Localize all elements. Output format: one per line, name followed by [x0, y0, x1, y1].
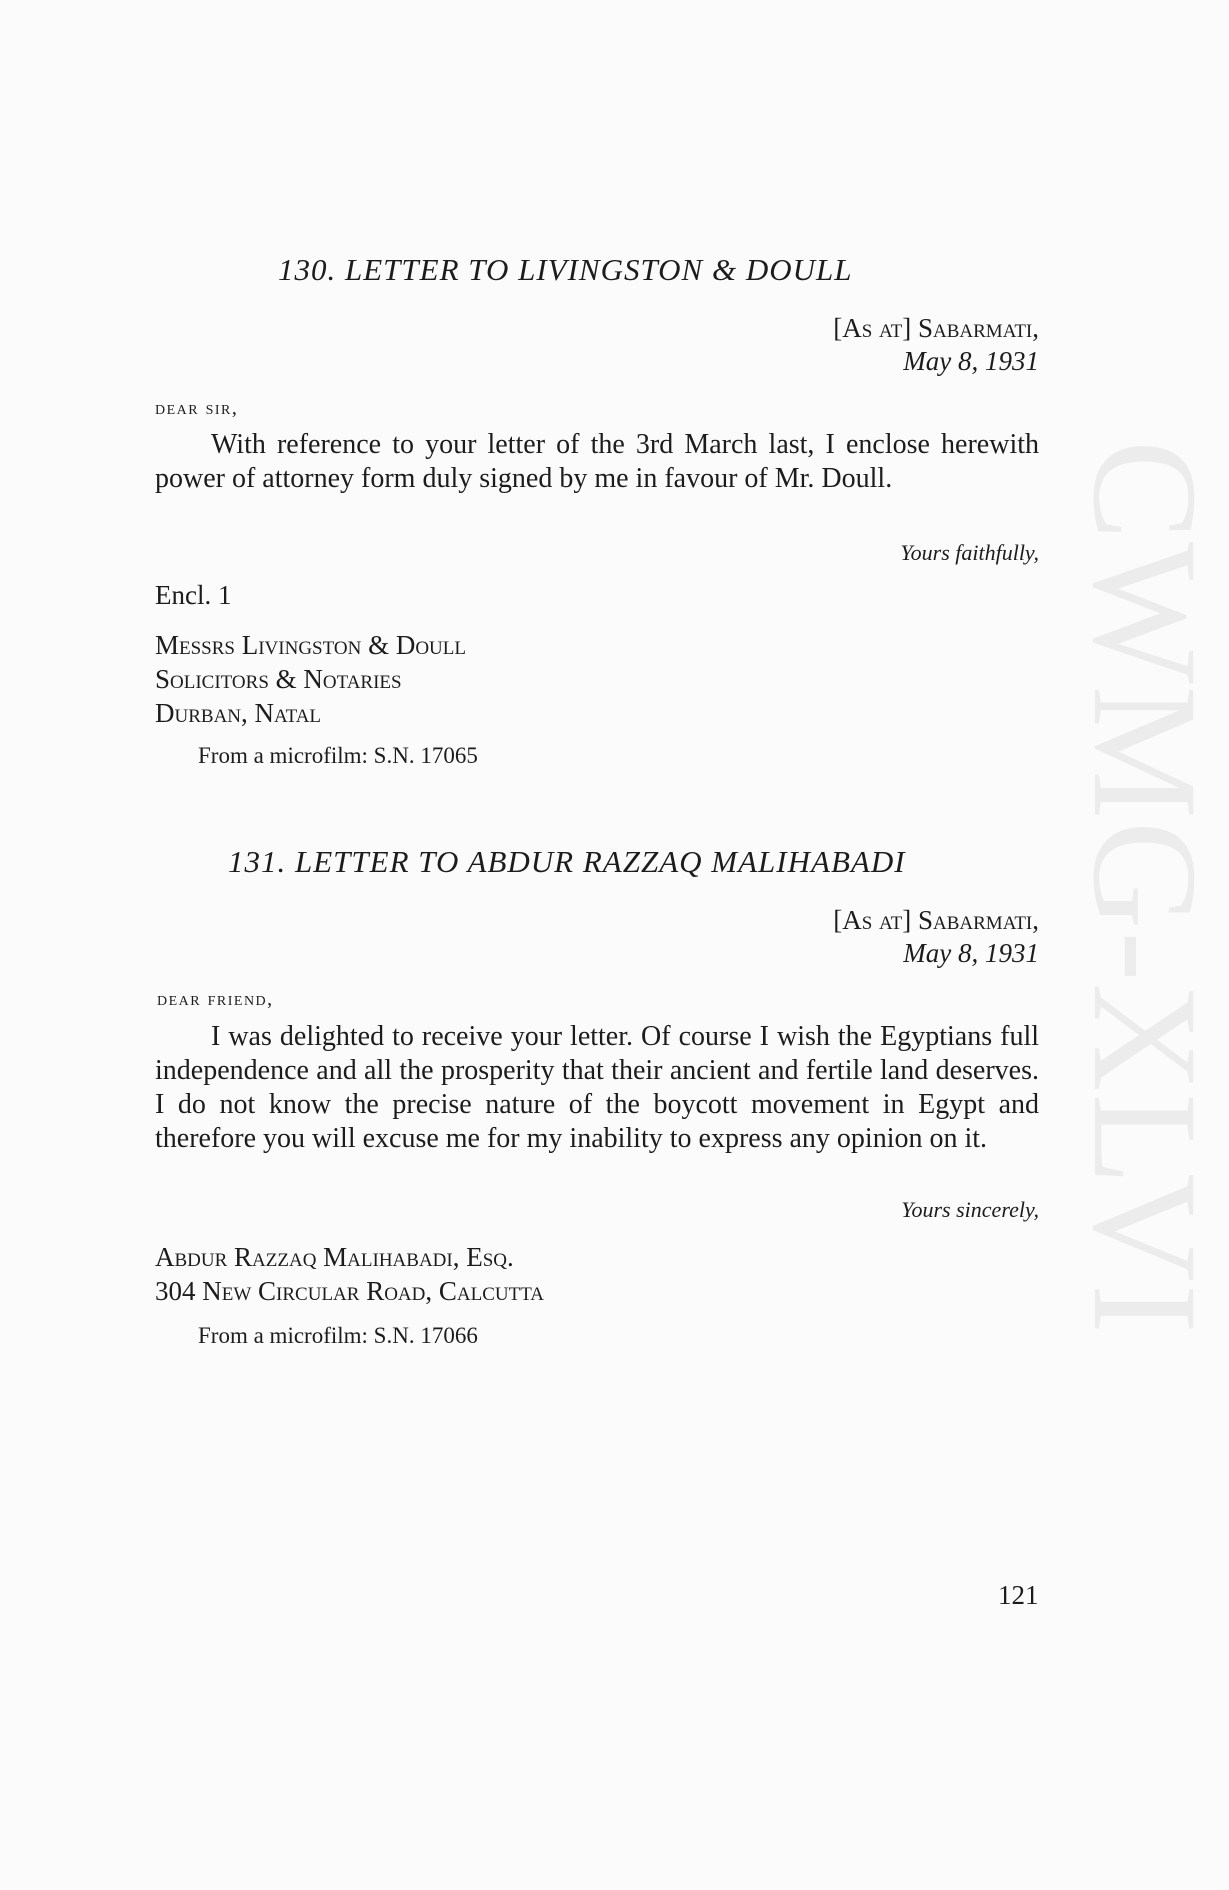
address-line: Durban, Natal	[155, 698, 322, 728]
letter-130-address	[155, 628, 466, 730]
address-line: Abdur Razzaq Malihabadi, Esq.	[155, 1242, 514, 1272]
letter-130-closing: Yours faithfully,	[900, 540, 1039, 565]
letter-131-salutation: dear friend,	[157, 988, 274, 1010]
watermark-text: CWMG-XLVI	[1062, 440, 1228, 1336]
letter-130-title: 130. LETTER TO LIVINGSTON & DOULL	[278, 252, 853, 287]
letter-131-source: From a microfilm: S.N. 17066	[198, 1323, 478, 1348]
page-number: 121	[998, 1580, 1039, 1610]
letter-131-body	[155, 1020, 1039, 1156]
letter-130-body	[155, 428, 1039, 496]
address-line: Solicitors & Notaries	[155, 664, 402, 694]
letter-130-date: May 8, 1931	[903, 346, 1039, 376]
address-line: Messrs Livingston & Doull	[155, 630, 466, 660]
letter-130-enclosure: Encl. 1	[155, 580, 232, 610]
letter-130-salutation: dear sir,	[155, 397, 239, 419]
letter-131-closing: Yours sincerely,	[901, 1197, 1039, 1222]
address-line: 304 New Circular Road, Calcutta	[155, 1276, 545, 1306]
letter-131-title: 131. LETTER TO ABDUR RAZZAQ MALIHABADI	[228, 844, 906, 879]
letter-131-place: [As at] Sabarmati,	[833, 905, 1039, 935]
letter-130-place: [As at] Sabarmati,	[833, 313, 1039, 343]
letter-130-source: From a microfilm: S.N. 17065	[198, 743, 478, 768]
letter-131-date: May 8, 1931	[903, 938, 1039, 968]
letter-131-body-text: I was delighted to receive your letter. Of course I wish the Egyptians full independence and all the prosperity that their ancient and fertile land deserves. I do not know the precise nature of the boycott movement in Egypt and therefore you will excuse me for my inability to express any opinion on it.	[155, 1021, 1039, 1154]
letter-131-address	[155, 1240, 544, 1308]
letter-130-body-text: With reference to your letter of the 3rd March last, I enclose herewith power of attorney form duly signed by me in favour of Mr. Doull.	[155, 429, 1039, 494]
